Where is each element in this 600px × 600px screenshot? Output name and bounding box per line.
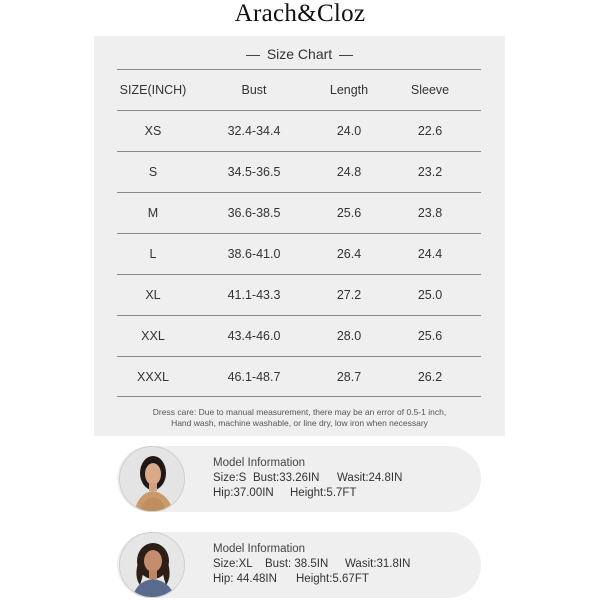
size-chart-panel [94,36,505,436]
model-info-line-1 [213,471,402,486]
cell-size: L [149,247,157,261]
table-row [117,233,481,274]
size-chart-title [94,44,505,64]
care-note-line: Hand wash, machine washable, or line dry, low iron when necessary [171,418,428,428]
cell-sleeve: 22.6 [417,124,443,138]
cell-sleeve: 24.4 [417,247,443,261]
model-height: Height:5.7FT [290,487,357,499]
care-note [94,407,505,429]
model-info [213,542,410,587]
title-dash-left [246,55,260,56]
cell-length: 27.2 [336,288,362,302]
model-photo-illustration [120,533,185,598]
table-row [117,315,481,356]
cell-length: 28.7 [336,369,362,384]
model-info-line-1 [213,557,410,572]
model-info-card [117,446,481,512]
cell-size: XS [144,124,162,138]
cell-size: S [148,165,158,179]
model-info-title: Model Information [213,457,306,469]
header-length: Length [329,83,369,97]
table-row [117,192,481,233]
cell-size: XXL [141,329,165,343]
title-dash-right [339,55,353,56]
cell-bust: 41.1-43.3 [227,288,281,302]
model-size: Size:S [213,472,247,484]
header-size: SIZE(INCH) [119,83,187,97]
brand-logo: Arach&Cloz [234,0,366,27]
cell-bust: 34.5-36.5 [227,165,281,179]
table-row [117,151,481,192]
cell-size: M [147,206,159,220]
model-bust: Bust: 38.5IN [265,558,329,570]
model-info-card [117,532,481,598]
cell-length: 26.4 [336,247,362,261]
size-table [117,69,481,397]
cell-sleeve: 26.2 [417,369,443,384]
table-row [117,356,481,397]
header-sleeve: Sleeve [410,83,450,97]
cell-length: 24.0 [336,124,362,138]
cell-sleeve: 25.0 [417,288,443,302]
model-photo-illustration [120,447,185,512]
model-photo [119,446,185,512]
cell-bust: 46.1-48.7 [227,369,281,384]
model-waist: Wasit:31.8IN [345,558,411,570]
cell-bust: 38.6-41.0 [227,247,281,261]
model-bust: Bust:33.26IN [253,472,320,484]
table-header-row [117,69,481,110]
model-size: Size:XL [213,558,253,570]
model-info-title: Model Information [213,543,306,555]
cell-sleeve: 23.8 [417,206,443,220]
model-info-line-2 [213,486,402,501]
model-waist: Wasit:24.8IN [337,472,403,484]
cell-bust: 32.4-34.4 [227,124,281,138]
size-chart-title-text: Size Chart [266,46,333,62]
cell-length: 28.0 [336,329,362,343]
model-height: Height:5.67FT [296,573,369,585]
model-photo [119,532,185,598]
model-hip: Hip: 44.48IN [213,573,277,585]
cell-bust: 43.4-46.0 [227,329,281,343]
model-info [213,456,402,501]
cell-length: 24.8 [336,165,362,179]
cell-bust: 36.6-38.5 [227,206,281,220]
cell-sleeve: 23.2 [417,165,443,179]
cell-length: 25.6 [336,206,362,220]
cell-size: XL [145,288,161,302]
model-info-line-2 [213,572,410,587]
care-note-line: Dress care: Due to manual measurement, there may be an error of 0.5-1 inch, [152,407,447,417]
cell-sleeve: 25.6 [417,329,443,343]
header-bust: Bust [241,83,267,97]
table-row [117,110,481,151]
table-row [117,274,481,315]
cell-size: XXXL [137,369,169,384]
model-hip: Hip:37.00IN [213,487,274,499]
